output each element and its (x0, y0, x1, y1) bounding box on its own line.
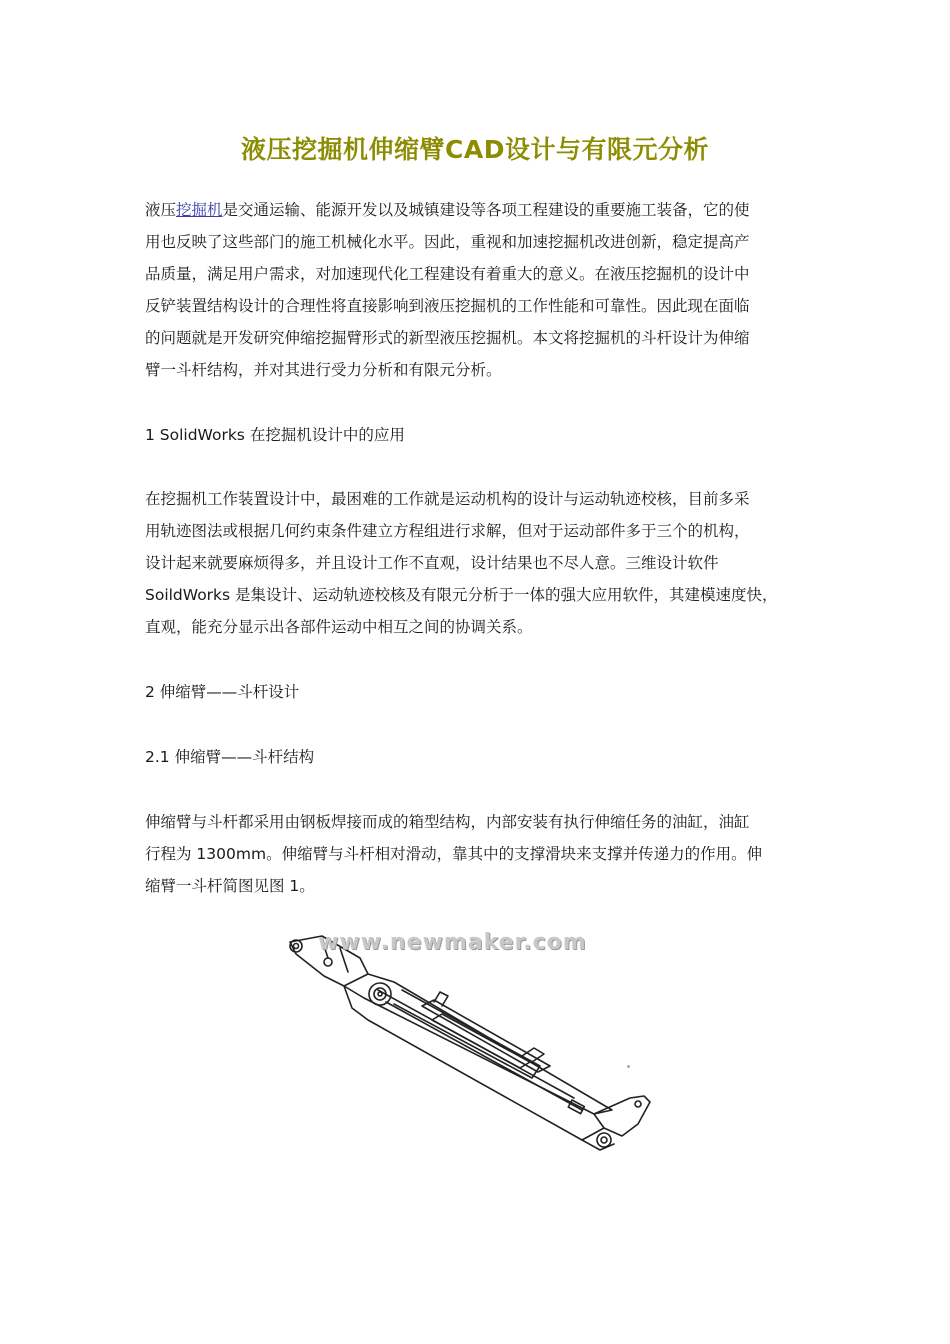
section-1-heading: 1 SolidWorks 在挖掘机设计中的应用 (145, 426, 405, 444)
intro-line-5: 的问题就是开发研究伸缩挖掘臂形式的新型液压挖掘机。本文将挖掘机的斗杆设计为伸缩 (145, 329, 750, 347)
intro-line-3: 品质量，满足用户需求，对加速现代化工程建设有着重大的意义。在液压挖掘机的设计中 (145, 265, 750, 283)
section-1-line-1: 在挖掘机工作装置设计中，最困难的工作就是运动机构的设计与运动轨迹校核，目前多采 (145, 490, 750, 508)
intro-line-6: 臂一斗杆结构，并对其进行受力分析和有限元分析。 (145, 361, 502, 379)
section-2-1-heading: 2.1 伸缩臂——斗杆结构 (145, 748, 315, 766)
page-title: 液压挖掘机伸缩臂CAD设计与有限元分析 (241, 135, 709, 164)
section-1-line-3: 设计起来就要麻烦得多，并且设计工作不直观，设计结果也不尽人意。三维设计软件 (145, 554, 719, 572)
section-2-1-line-1: 伸缩臂与斗杆都采用由钢板焊接而成的箱型结构，内部安装有执行伸缩任务的油缸，油缸 (145, 813, 750, 831)
intro-paragraph (145, 194, 815, 386)
section-1-paragraph (145, 483, 815, 643)
intro-line-4: 反铲装置结构设计的合理性将直接影响到液压挖掘机的工作性能和可靠性。因此现在面临 (145, 297, 750, 315)
section-2-1-line-2: 行程为 1300mm。伸缩臂与斗杆相对滑动，靠其中的支撑滑块来支撑并传递力的作用。伸 (145, 845, 763, 863)
intro-prefix: 液压 (145, 201, 177, 219)
section-2-heading: 2 伸缩臂——斗杆设计 (145, 683, 300, 701)
section-1-line-4: SoildWorks 是集设计、运动轨迹校核及有限元分析于一体的强大应用软件，其建模速度快， (145, 586, 778, 604)
stray-dot (627, 1065, 630, 1068)
section-2-1-paragraph (145, 806, 815, 902)
intro-line-1-rest: 是交通运输、能源开发以及城镇建设等各项工程建设的重要施工装备，它的使 (222, 201, 750, 219)
section-2-1-line-3: 缩臂一斗杆简图见图 1。 (145, 877, 315, 895)
figure-watermark: www.newmaker.com (318, 930, 587, 955)
section-1-line-2: 用轨迹图法或根据几何约束条件建立方程组进行求解，但对于运动部件多于三个的机构， (145, 522, 750, 540)
section-1-line-5: 直观，能充分显示出各部件运动中相互之间的协调关系。 (145, 618, 533, 636)
figure-1-arm-drawing (282, 928, 664, 1158)
intro-line-1 (145, 194, 815, 226)
excavator-link[interactable]: 挖掘机 (176, 201, 223, 219)
intro-line-2: 用也反映了这些部门的施工机械化水平。因此，重视和加速挖掘机改进创新，稳定提高产 (145, 233, 750, 251)
